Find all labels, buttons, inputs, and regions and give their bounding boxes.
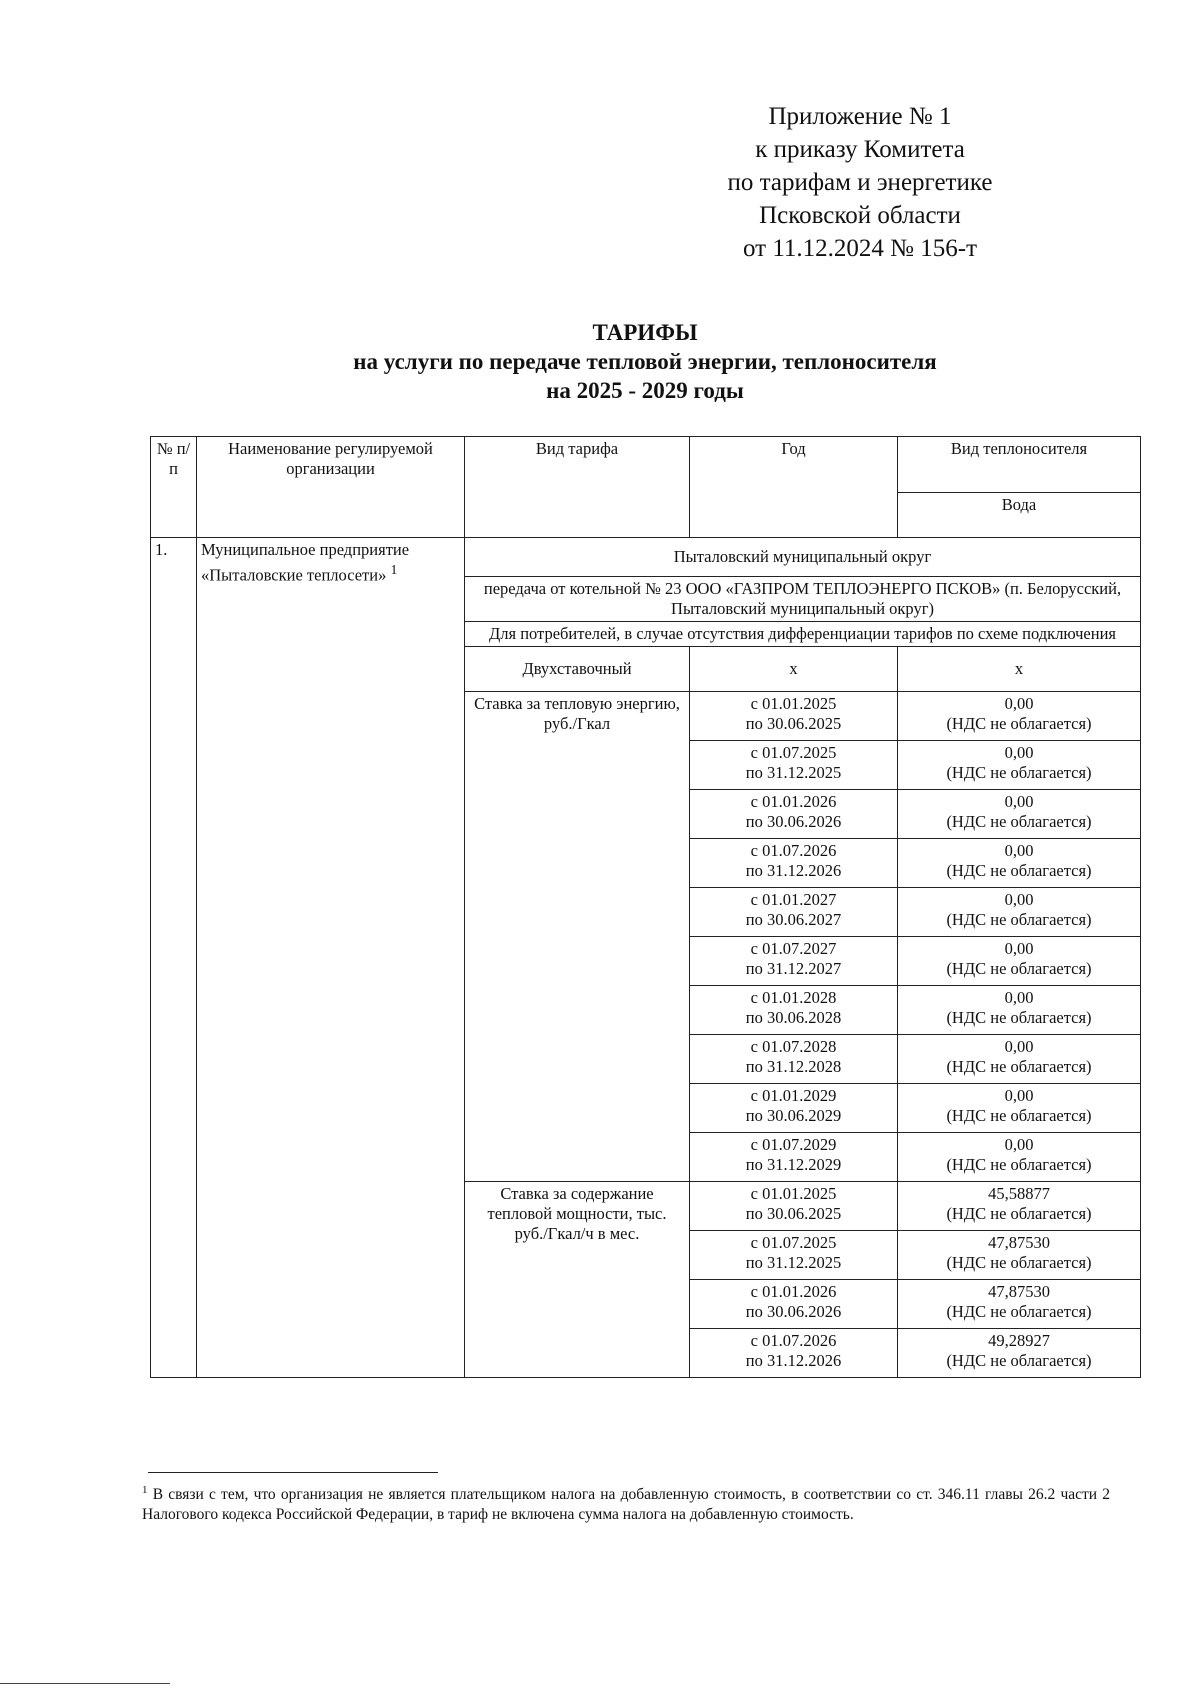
tariff-value-cell bbox=[898, 986, 1141, 1035]
period-cell bbox=[690, 1280, 898, 1329]
rate-label: Ставка за содержание тепловой мощности, тыс. руб./Гкал/ч в мес. bbox=[465, 1182, 690, 1378]
tariff-value-cell bbox=[898, 1182, 1141, 1231]
period-cell bbox=[690, 1084, 898, 1133]
period-cell bbox=[690, 1231, 898, 1280]
district-row bbox=[151, 538, 1141, 577]
transfer-cell: передача от котельной № 23 ООО «ГАЗПРОМ ТЕПЛОЭНЕРГО ПСКОВ» (п. Белорусский, Пыталовский муниципальный округ) bbox=[465, 577, 1141, 622]
period-cell bbox=[690, 1035, 898, 1084]
header-carrier: Вид теплоносителя bbox=[898, 437, 1141, 493]
period-to: по 31.12.2027 bbox=[745, 959, 842, 978]
tariff-value: 0,00 bbox=[1004, 694, 1034, 713]
row-number: 1. bbox=[151, 538, 197, 1378]
period-cell bbox=[690, 1182, 898, 1231]
vat-note: (НДС не облагается) bbox=[946, 861, 1092, 880]
tariff-value: 0,00 bbox=[1004, 841, 1034, 860]
footnote-divider bbox=[148, 1472, 438, 1473]
tariff-value: 47,87530 bbox=[988, 1233, 1050, 1252]
tariff-value: 0,00 bbox=[1004, 743, 1034, 762]
tariff-value: 0,00 bbox=[1004, 792, 1034, 811]
period-to: по 30.06.2026 bbox=[745, 812, 842, 831]
title-line-1: ТАРИФЫ bbox=[592, 320, 698, 345]
period-to: по 31.12.2029 bbox=[745, 1155, 842, 1174]
period-from: с 01.07.2025 bbox=[750, 743, 837, 762]
rate-label: Ставка за тепловую энергию, руб./Гкал bbox=[465, 692, 690, 1182]
vat-note: (НДС не облагается) bbox=[946, 1204, 1092, 1223]
footnote-text: В связи с тем, что организация не является плательщиком налога на добавленную стоимость, в соответствии со ст. 346.11 главы 26.2 части 2 Налогового кодекса Российской Федерации, в тариф не включена сумма налога на добавленную стоимость. bbox=[142, 1486, 1111, 1524]
vat-note: (НДС не облагается) bbox=[946, 763, 1092, 782]
period-from: с 01.07.2029 bbox=[750, 1135, 837, 1154]
period-from: с 01.07.2026 bbox=[750, 841, 837, 860]
appendix-line: к приказу Комитета bbox=[755, 136, 965, 163]
appendix-header bbox=[690, 100, 1030, 265]
period-cell bbox=[690, 986, 898, 1035]
period-to: по 31.12.2026 bbox=[745, 861, 842, 880]
period-from: с 01.01.2027 bbox=[750, 890, 837, 909]
period-to: по 30.06.2026 bbox=[745, 1302, 842, 1321]
tariff-value: 0,00 bbox=[1004, 1135, 1034, 1154]
page-bottom-rule bbox=[0, 1683, 170, 1684]
tariff-value-cell bbox=[898, 1280, 1141, 1329]
period-from: с 01.07.2025 bbox=[750, 1233, 837, 1252]
period-from: с 01.01.2026 bbox=[750, 1282, 837, 1301]
header-num: № п/ п bbox=[151, 437, 197, 538]
appendix-line: Псковской области bbox=[759, 202, 961, 229]
header-org: Наименование регулируемой организации bbox=[197, 437, 465, 538]
tariff-value: 47,87530 bbox=[988, 1282, 1050, 1301]
vat-note: (НДС не облагается) bbox=[946, 1057, 1092, 1076]
vat-note: (НДС не облагается) bbox=[946, 1008, 1092, 1027]
header-tariff-type: Вид тарифа bbox=[465, 437, 690, 538]
appendix-line: от 11.12.2024 № 156-т bbox=[742, 235, 978, 262]
period-from: с 01.01.2028 bbox=[750, 988, 837, 1007]
header-year: Год bbox=[690, 437, 898, 538]
two-part-value: х bbox=[898, 647, 1141, 692]
vat-note: (НДС не облагается) bbox=[946, 1302, 1092, 1321]
period-cell bbox=[690, 741, 898, 790]
tariff-value-cell bbox=[898, 888, 1141, 937]
vat-note: (НДС не облагается) bbox=[946, 959, 1092, 978]
period-from: с 01.01.2026 bbox=[750, 792, 837, 811]
tariff-value-cell bbox=[898, 1084, 1141, 1133]
appendix-line: Приложение № 1 bbox=[768, 103, 952, 130]
tariff-value: 0,00 bbox=[1004, 1037, 1034, 1056]
org-name-cell bbox=[197, 538, 465, 1378]
document-title bbox=[200, 318, 1090, 405]
tariff-value: 0,00 bbox=[1004, 988, 1034, 1007]
period-cell bbox=[690, 888, 898, 937]
period-to: по 31.12.2025 bbox=[745, 1253, 842, 1272]
tariff-value-cell bbox=[898, 790, 1141, 839]
period-to: по 31.12.2025 bbox=[745, 763, 842, 782]
period-from: с 01.01.2025 bbox=[750, 694, 837, 713]
vat-note: (НДС не облагается) bbox=[946, 812, 1092, 831]
two-part-year: х bbox=[690, 647, 898, 692]
appendix-line: по тарифам и энергетике bbox=[727, 169, 993, 196]
two-part-label: Двухставочный bbox=[465, 647, 690, 692]
period-cell bbox=[690, 839, 898, 888]
vat-note: (НДС не облагается) bbox=[946, 1351, 1092, 1370]
period-cell bbox=[690, 937, 898, 986]
consumers-cell: Для потребителей, в случае отсутствия дифференциации тарифов по схеме подключения bbox=[465, 622, 1141, 647]
title-line-2: на услуги по передаче тепловой энергии, теплоносителя bbox=[353, 349, 937, 374]
tariff-value-cell bbox=[898, 1329, 1141, 1378]
header-row bbox=[151, 437, 1141, 493]
period-to: по 30.06.2025 bbox=[745, 1204, 842, 1223]
period-to: по 30.06.2029 bbox=[745, 1106, 842, 1125]
title-line-3: на 2025 - 2029 годы bbox=[546, 378, 744, 403]
period-cell bbox=[690, 1329, 898, 1378]
period-from: с 01.07.2027 bbox=[750, 939, 837, 958]
vat-note: (НДС не облагается) bbox=[946, 1106, 1092, 1125]
period-to: по 31.12.2028 bbox=[745, 1057, 842, 1076]
header-water: Вода bbox=[898, 492, 1141, 537]
footnote-mark: 1 bbox=[142, 1484, 148, 1496]
tariff-value-cell bbox=[898, 839, 1141, 888]
period-to: по 31.12.2026 bbox=[745, 1351, 842, 1370]
tariff-value: 0,00 bbox=[1004, 890, 1034, 909]
tariff-value: 0,00 bbox=[1004, 939, 1034, 958]
footnote bbox=[142, 1480, 1110, 1525]
vat-note: (НДС не облагается) bbox=[946, 1155, 1092, 1174]
period-from: с 01.01.2025 bbox=[750, 1184, 837, 1203]
tariff-value-cell bbox=[898, 741, 1141, 790]
period-from: с 01.07.2026 bbox=[750, 1331, 837, 1350]
period-to: по 30.06.2028 bbox=[745, 1008, 842, 1027]
district-cell: Пыталовский муниципальный округ bbox=[465, 538, 1141, 577]
tariff-value-cell bbox=[898, 1133, 1141, 1182]
period-cell bbox=[690, 692, 898, 741]
tariff-value-cell bbox=[898, 1231, 1141, 1280]
tariff-value-cell bbox=[898, 692, 1141, 741]
org-name: Муниципальное предприятие «Пыталовские теплосети» bbox=[201, 540, 410, 585]
period-from: с 01.01.2029 bbox=[750, 1086, 837, 1105]
period-to: по 30.06.2027 bbox=[745, 910, 842, 929]
tariff-value-cell bbox=[898, 937, 1141, 986]
tariff-value: 0,00 bbox=[1004, 1086, 1034, 1105]
vat-note: (НДС не облагается) bbox=[946, 910, 1092, 929]
period-from: с 01.07.2028 bbox=[750, 1037, 837, 1056]
footnote-ref: 1 bbox=[390, 562, 398, 577]
period-to: по 30.06.2025 bbox=[745, 714, 842, 733]
tariff-value: 49,28927 bbox=[988, 1331, 1050, 1350]
period-cell bbox=[690, 1133, 898, 1182]
period-cell bbox=[690, 790, 898, 839]
vat-note: (НДС не облагается) bbox=[946, 1253, 1092, 1272]
tariff-value-cell bbox=[898, 1035, 1141, 1084]
vat-note: (НДС не облагается) bbox=[946, 714, 1092, 733]
tariff-table bbox=[150, 436, 1141, 1378]
tariff-value: 45,58877 bbox=[988, 1184, 1050, 1203]
